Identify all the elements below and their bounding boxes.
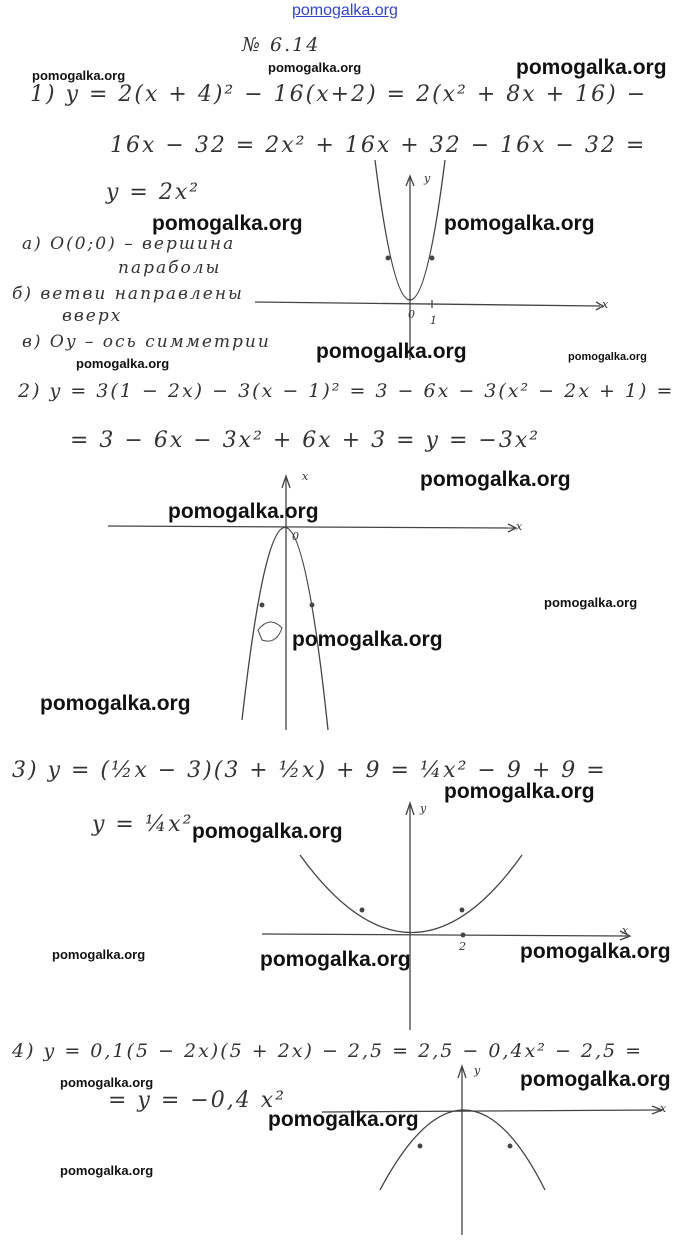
graph-2-y-label: x bbox=[302, 470, 309, 483]
watermark: pomogalka.org bbox=[420, 468, 571, 491]
watermark: pomogalka.org bbox=[544, 595, 638, 610]
graph-1-origin-label: 0 bbox=[408, 308, 415, 321]
graph-3-x-axis bbox=[262, 934, 628, 936]
graph-1-point bbox=[430, 256, 434, 260]
graph-3-x-label: x bbox=[622, 924, 629, 937]
graph-4-x-label: x bbox=[660, 1102, 667, 1115]
watermark: pomogalka.org bbox=[152, 212, 303, 235]
watermark: pomogalka.org bbox=[316, 340, 467, 363]
watermark: pomogalka.org bbox=[32, 68, 126, 83]
graph-1-x-axis bbox=[255, 302, 600, 306]
graph-1 bbox=[255, 160, 603, 360]
problem-number: № 6.14 bbox=[242, 34, 321, 56]
watermark: pomogalka.org bbox=[76, 356, 170, 371]
graph-3-parabola bbox=[300, 855, 522, 933]
watermark: pomogalka.org bbox=[60, 1075, 154, 1090]
graph-1-one-label: 1 bbox=[430, 314, 437, 327]
graph-3-point bbox=[461, 933, 465, 937]
part4-line2: = y = −0,4 x² bbox=[108, 1088, 286, 1113]
graph-1-point bbox=[386, 256, 390, 260]
graph-2-x-label: x bbox=[516, 520, 523, 533]
part1-line3: y = 2x² bbox=[106, 180, 201, 205]
part1-note-a2: параболы bbox=[118, 258, 222, 278]
site-header-link[interactable]: pomogalka.org bbox=[292, 2, 398, 19]
part1-note-a1: а) O(0;0) – вершина bbox=[22, 234, 236, 254]
watermark: pomogalka.org bbox=[268, 1108, 419, 1131]
part1-line1: 1) y = 2(x + 4)² − 16(x+2) = 2(x² + 8x + 16) − bbox=[30, 82, 648, 107]
part3-line1: 3) y = (½x − 3)(3 + ½x) + 9 = ¼x² − 9 + 9 = bbox=[12, 758, 607, 783]
graph-1-y-label: y bbox=[424, 172, 431, 185]
part3-line2: y = ¼x² bbox=[92, 812, 194, 837]
graph-4-y-label: y bbox=[474, 1064, 481, 1077]
part1-note-b1: б) ветви направлены bbox=[12, 284, 244, 304]
watermark: pomogalka.org bbox=[268, 60, 362, 75]
graph-3-y-label: y bbox=[420, 802, 427, 815]
graph-4-point bbox=[418, 1144, 422, 1148]
graph-4-point bbox=[508, 1144, 512, 1148]
part1-line2: 16x − 32 = 2x² + 16x + 32 − 16x − 32 = bbox=[110, 133, 647, 158]
graph-2-origin-label: 0 bbox=[292, 530, 299, 543]
watermark: pomogalka.org bbox=[520, 1068, 671, 1091]
part2-line2: = 3 − 6x − 3x² + 6x + 3 = y = −3x² bbox=[70, 428, 541, 453]
graph-3-two-label: 2 bbox=[459, 940, 466, 953]
watermark: pomogalka.org bbox=[444, 212, 595, 235]
graph-2-point bbox=[260, 603, 264, 607]
graph-3-point bbox=[460, 908, 464, 912]
watermark: pomogalka.org bbox=[40, 692, 191, 715]
graph-2-scribble bbox=[258, 622, 282, 641]
watermark: pomogalka.org bbox=[292, 628, 443, 651]
part1-note-c: в) Oy – ось симметрии bbox=[22, 332, 271, 352]
graph-1-x-label: x bbox=[602, 298, 609, 311]
watermark: pomogalka.org bbox=[192, 820, 343, 843]
graph-2-point bbox=[310, 603, 314, 607]
watermark: pomogalka.org bbox=[520, 940, 671, 963]
graph-3-point bbox=[360, 908, 364, 912]
watermark: pomogalka.org bbox=[568, 351, 647, 363]
part1-note-b2: вверх bbox=[62, 306, 123, 326]
watermark: pomogalka.org bbox=[444, 780, 595, 803]
graph-2-x-axis bbox=[108, 526, 515, 528]
watermark: pomogalka.org bbox=[60, 1163, 154, 1178]
watermark: pomogalka.org bbox=[52, 947, 146, 962]
part4-line1: 4) y = 0,1(5 − 2x)(5 + 2x) − 2,5 = 2,5 − 0,4x² − 2,5 = bbox=[12, 1040, 644, 1062]
watermark: pomogalka.org bbox=[168, 500, 319, 523]
watermark: pomogalka.org bbox=[516, 56, 667, 79]
watermark: pomogalka.org bbox=[260, 948, 411, 971]
part2-line1: 2) y = 3(1 − 2x) − 3(x − 1)² = 3 − 6x − 3(x² − 2x + 1) = bbox=[18, 380, 675, 402]
